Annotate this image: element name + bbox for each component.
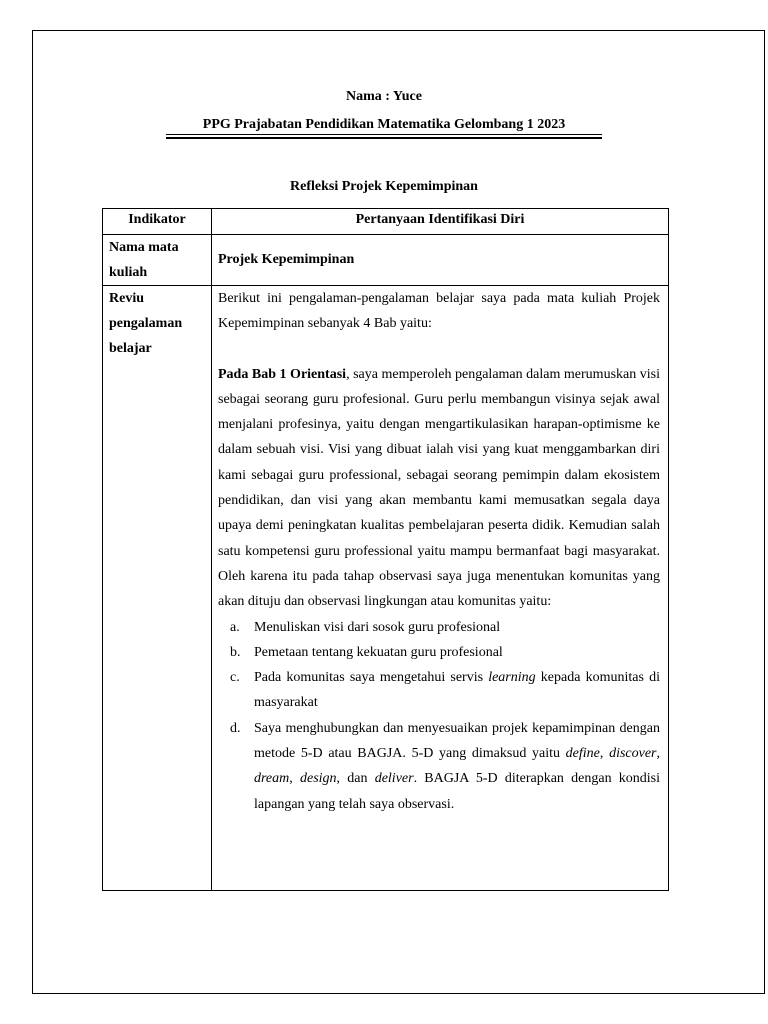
list-item bbox=[230, 615, 660, 640]
list-item-text: Pada komunitas saya mengetahui servis bbox=[254, 670, 489, 686]
table-row bbox=[103, 286, 669, 891]
list-item bbox=[230, 716, 661, 817]
list-item-text: . BAGJA 5-D diterapkan dengan kondisi lapangan yang telah saya observasi. bbox=[254, 771, 661, 812]
row-label-reviu bbox=[103, 286, 212, 891]
list-marker: d. bbox=[230, 720, 241, 736]
observation-list bbox=[218, 615, 660, 817]
list-item-sep: , bbox=[289, 771, 300, 787]
col-header-indikator: Indikator bbox=[103, 209, 212, 235]
list-item-sep: , dan bbox=[336, 771, 375, 787]
row-label-nama-mata-kuliah bbox=[103, 235, 212, 286]
student-name: Nama : Yuce bbox=[346, 89, 422, 104]
list-item-sep: , bbox=[656, 746, 660, 762]
list-item-emphasis: discover bbox=[609, 746, 657, 762]
row-label-line: Reviu bbox=[109, 291, 144, 306]
list-item bbox=[230, 640, 660, 665]
list-item-sep: , bbox=[599, 746, 610, 762]
list-item-emphasis: dream bbox=[254, 771, 290, 787]
title-underline-double bbox=[166, 137, 602, 139]
list-item-emphasis: define bbox=[565, 746, 600, 762]
col-header-pertanyaan: Pertanyaan Identifikasi Diri bbox=[212, 209, 669, 235]
intro-paragraph: Berikut ini pengalaman-pengalaman belajar saya pada mata kuliah Projek Kepemimpinan sebanyak 4 Bab yaitu: bbox=[218, 291, 660, 332]
title-underline bbox=[166, 134, 602, 135]
list-marker: c. bbox=[230, 670, 240, 686]
reflection-table bbox=[102, 208, 669, 891]
list-marker: b. bbox=[230, 644, 241, 660]
row-label-line: kuliah bbox=[109, 265, 148, 280]
list-item-emphasis: deliver bbox=[374, 771, 414, 787]
row-label-line: belajar bbox=[109, 341, 152, 356]
list-item bbox=[230, 665, 660, 716]
row-label-line: pengalaman bbox=[109, 316, 183, 331]
review-content bbox=[212, 286, 669, 891]
list-item-emphasis: design bbox=[299, 771, 337, 787]
row-label-line: Nama mata bbox=[109, 240, 179, 255]
table-header-row bbox=[103, 209, 669, 235]
list-item-text: Pemetaan tentang kekuatan guru profesional bbox=[254, 644, 503, 660]
list-marker: a. bbox=[230, 619, 240, 635]
program-title: PPG Prajabatan Pendidikan Matematika Gelombang 1 2023 bbox=[202, 117, 566, 132]
bab1-lead: Pada Bab 1 Orientasi bbox=[218, 366, 347, 382]
bab1-paragraph bbox=[218, 362, 660, 615]
table-title: Refleksi Projek Kepemimpinan bbox=[290, 179, 478, 194]
list-item-text: kepada komunitas di masyarakat bbox=[254, 670, 660, 711]
list-item-text: Saya menghubungkan dan menyesuaikan projek kepamimpinan dengan metode 5-D atau BAGJA. 5-D yang dimaksud yaitu bbox=[254, 720, 660, 762]
course-name-value: Projek Kepemimpinan bbox=[212, 235, 669, 286]
list-item-emphasis: learning bbox=[488, 670, 536, 686]
list-item-text: Menuliskan visi dari sosok guru profesional bbox=[254, 619, 501, 635]
bab1-text: , saya memperoleh pengalaman dalam merumuskan visi sebagai seorang guru profesional. Guru perlu membangun visinya sejak awal menjalani profesinya, yaitu dengan mengartikulasikan harapan-optimisme ke dalam sebuah visi. Visi yang dibuat ialah visi yang kuat menggambarkan diri kami sebagai guru professional, sebagai seorang pemimpin dalam ekosistem pendidikan, dan visi yang akan membantu kami memusatkan segala daya upaya demi peningkatan kualitas pembelajaran peserta didik. Kemudian salah satu kompetensi guru professional yaitu mampu bermanfaat bagi masyarakat. Oleh karena itu pada tahap observasi saya juga menentukan komunitas yang akan dituju dan observasi lingkungan atau komunitas yaitu: bbox=[218, 366, 660, 610]
table-row bbox=[103, 235, 669, 286]
